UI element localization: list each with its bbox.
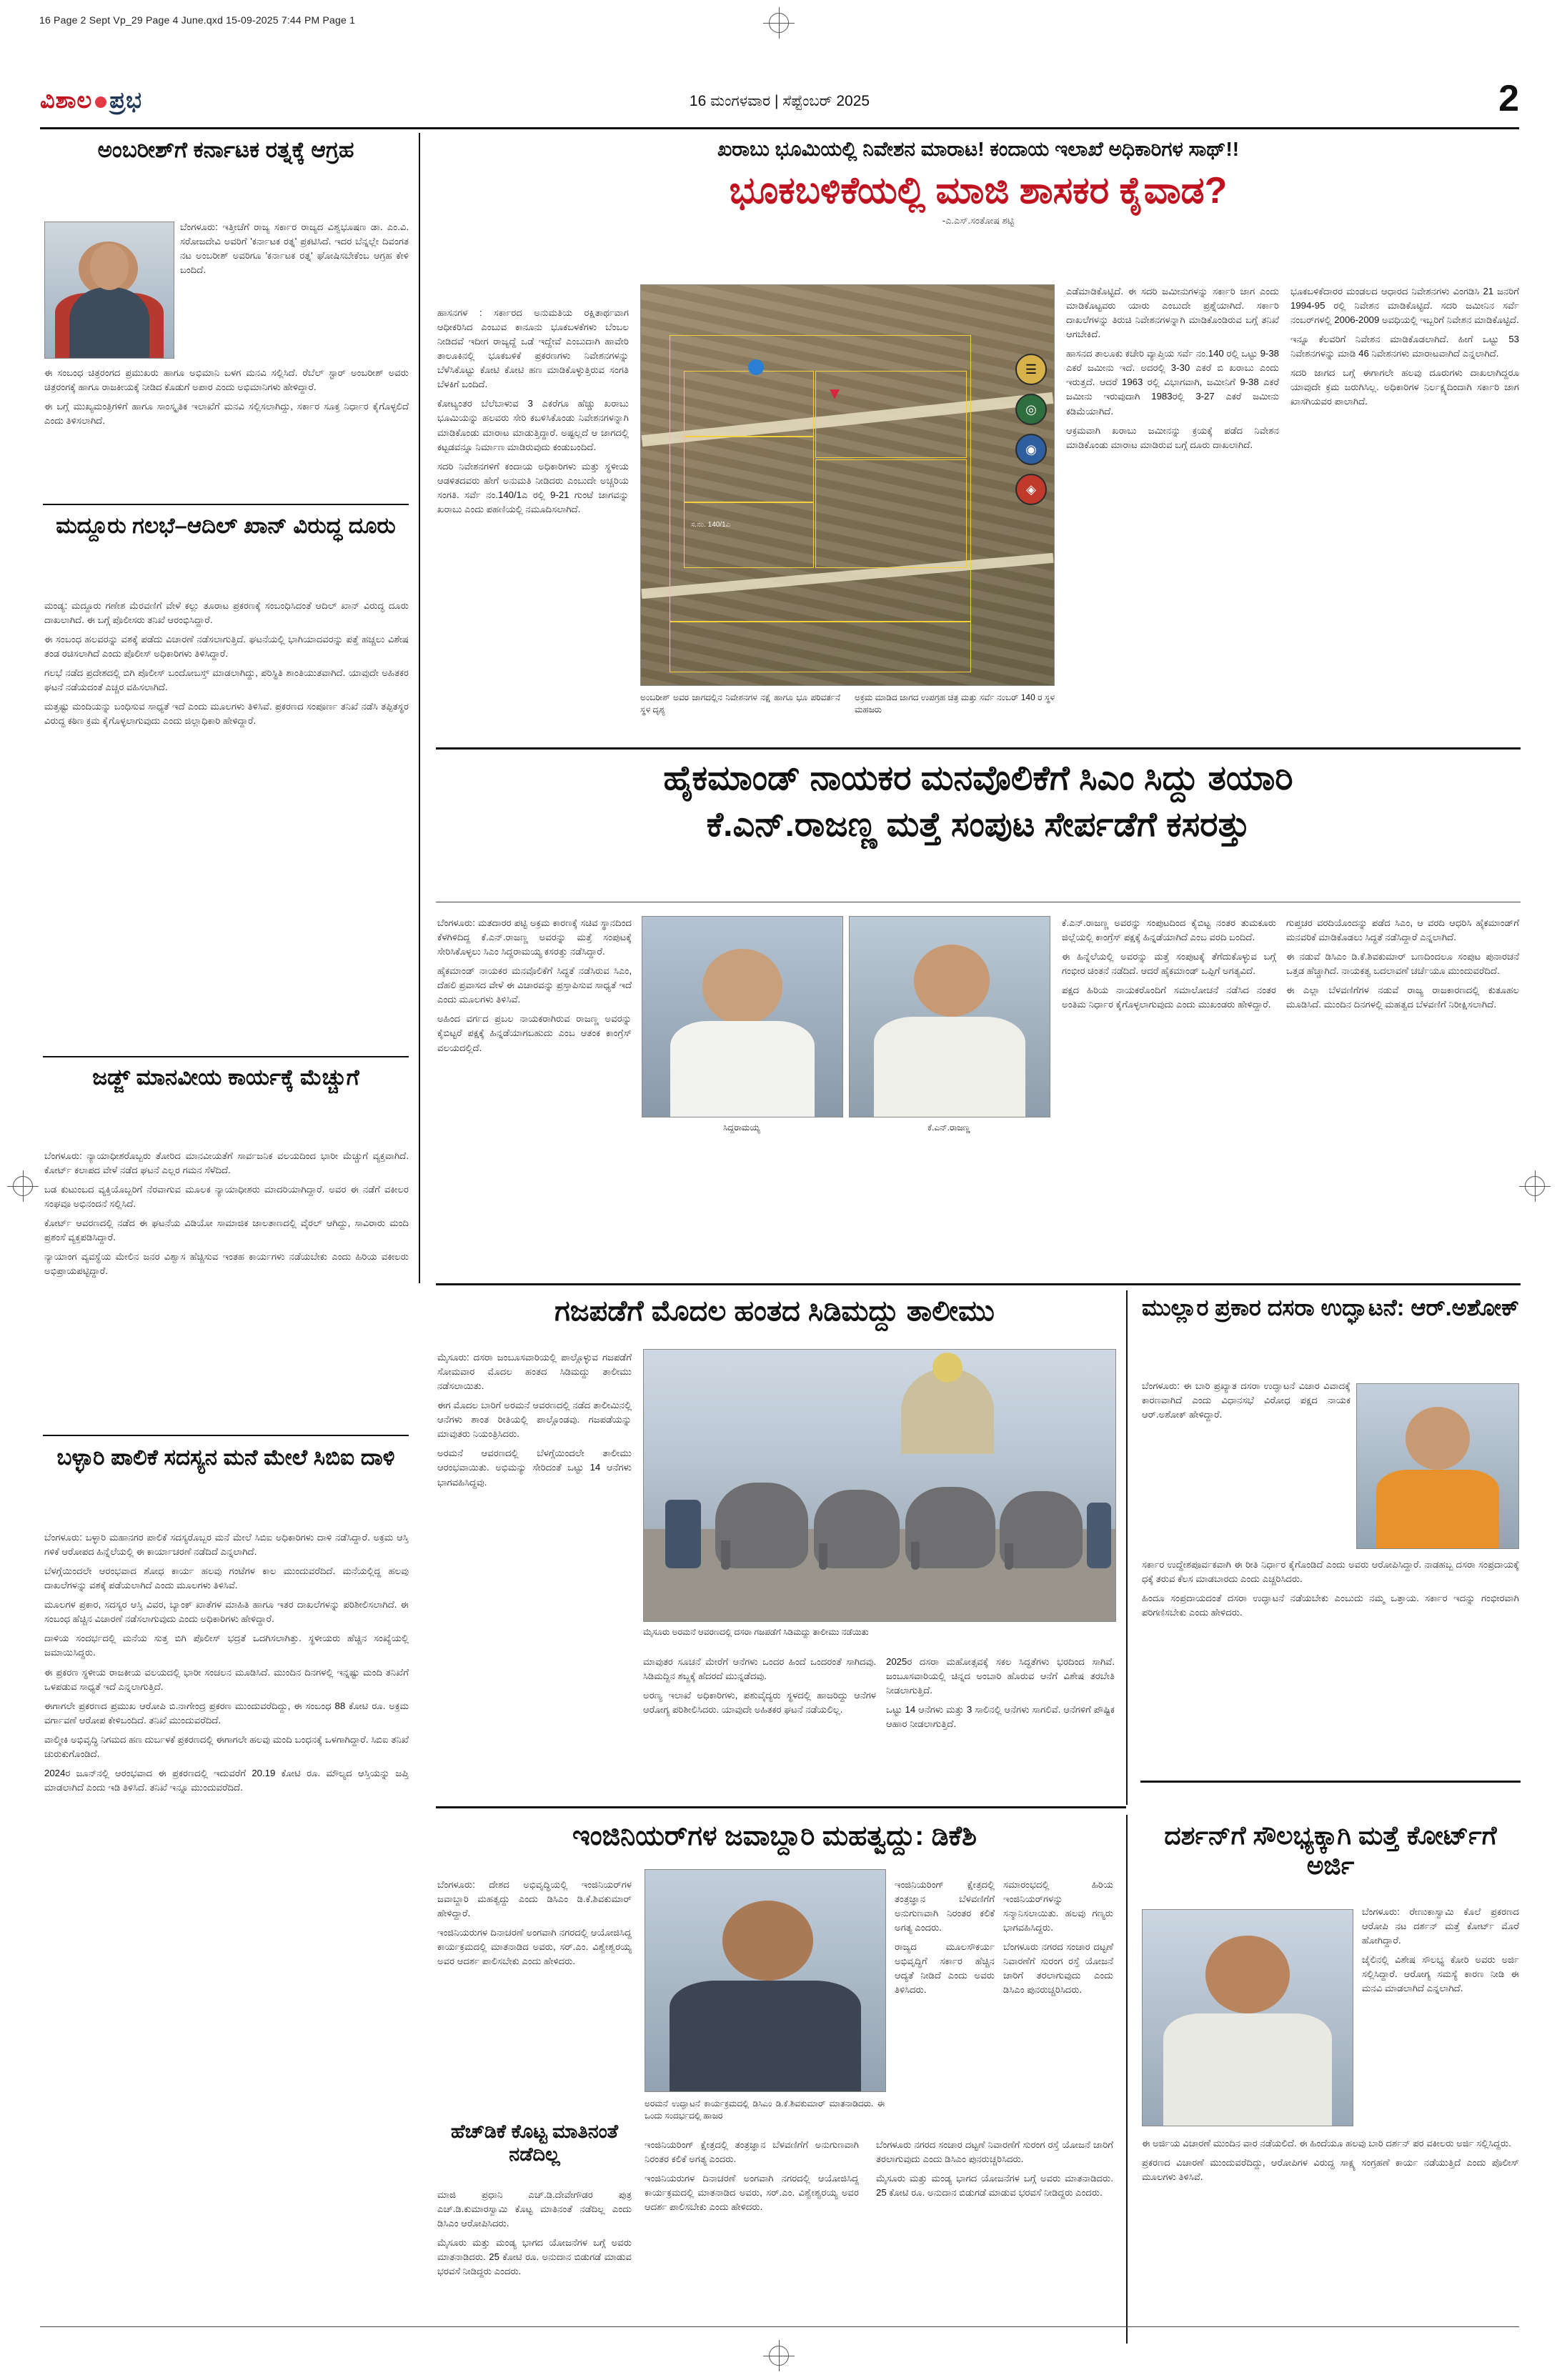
paragraph: ಬೆಂಗಳೂರು: ನ್ಯಾಯಾಧೀಶರೊಬ್ಬರು ತೋರಿದ ಮಾನವೀಯತೆಗೆ ಸಾರ್ವಜನಿಕ ವಲಯದಿಂದ ಭಾರೀ ಮೆಚ್ಚುಗೆ ವ್ಯಕ್ತವಾಗಿದೆ. ಕೋರ್ಟ್ ಕಲಾಪದ ವೇಳೆ ನಡೆದ ಘಟನೆ ಎಲ್ಲರ ಗಮನ ಸೆಳೆದಿದೆ. [44,1150,409,1176]
dasara-elephants-photo [643,1349,1116,1622]
elephant-photo-caption: ಮೈಸೂರು ಅರಮನೆ ಆವರಣದಲ್ಲಿ ದಸರಾ ಗಜಪಡೆಗೆ ಸಿಡಿಮದ್ದು ತಾಲೀಮು ನಡೆಯಿತು [643,1627,869,1637]
darshan-portrait [1142,1909,1353,2126]
paragraph: ಈ ಪ್ರಕರಣ ಸ್ಥಳೀಯ ರಾಜಕೀಯ ವಲಯದಲ್ಲಿ ಭಾರೀ ಸಂಚಲನ ಮೂಡಿಸಿದೆ. ಮುಂದಿನ ದಿನಗಳಲ್ಲಿ ಇನ್ನಷ್ಟು ಮಂದಿ ತನಿಖೆಗೆ ಒಳಪಡುವ ಸಾಧ್ಯತೆ ಇದೆ ಎನ್ನಲಾಗುತ್ತಿದೆ. [44,1666,409,1692]
paragraph: ಬೆಂಗಳೂರು: ದೇಶದ ಅಭಿವೃದ್ಧಿಯಲ್ಲಿ ಇಂಜಿನಿಯರ್‌ಗಳ ಜವಾಬ್ದಾರಿ ಮಹತ್ವದ್ದು ಎಂದು ಡಿಸಿಎಂ ಡಿ.ಕೆ.ಶಿವಕುಮಾರ್ ಹೇಳಿದ್ದಾರೆ. [437,1879,632,1919]
paragraph: ಈ ಅರ್ಜಿಯ ವಿಚಾರಣೆ ಮುಂದಿನ ವಾರ ನಡೆಯಲಿದೆ. ಈ ಹಿಂದೆಯೂ ಹಲವು ಬಾರಿ ದರ್ಶನ್ ಪರ ವಕೀಲರು ಅರ್ಜಿ ಸಲ್ಲಿಸಿದ್ದರು. [1142,2138,1511,2149]
paragraph: ಇಂಜಿನಿಯರುಗಳ ದಿನಾಚರಣೆ ಅಂಗವಾಗಿ ನಗರದಲ್ಲಿ ಆಯೋಜಿಸಿದ್ದ ಕಾರ್ಯಕ್ರಮದಲ್ಲಿ ಮಾತನಾಡಿದ ಅವರು, ಸರ್.ಎಂ. ವಿಶ್ವೇಶ್ವರಯ್ಯ ಅವರ ಆದರ್ಶ ಪಾಲಿಸಬೇಕು ಎಂದು ಹೇಳಿದರು. [645,2173,859,2213]
paragraph: ಈಗಾಗಲೇ ಪ್ರಕರಣದ ಪ್ರಮುಖ ಆರೋಪಿ ಬಿ.ನಾಗೇಂದ್ರ ಪ್ರಕರಣ ಮುಂದುವರೆದಿದ್ದು, ಈ ಸಂಬಂಧ 88 ಕೋಟಿ ರೂ. ಅಕ್ರಮ ವರ್ಗಾವಣೆ ಆರೋಪ ಕೇಳಿಬಂದಿದೆ. ತನಿಖೆ ಮುಂದುವರೆದಿದೆ. [44,1700,409,1726]
mid-column-1 [437,916,632,1273]
paragraph: ಬೆಂಗಳೂರು ನಗರದ ಸಂಚಾರ ದಟ್ಟಣೆ ನಿವಾರಣೆಗೆ ಸುರಂಗ ರಸ್ತೆ ಯೋಜನೆ ಜಾರಿಗೆ ತರಲಾಗುವುದು ಎಂದು ಡಿಸಿಎಂ ಪುನರುಚ್ಚರಿಸಿದರು. [876,2139,1113,2165]
paragraph: ಹಾಸನದ ತಾಲೂಕು ಕಚೇರಿ ವ್ಯಾಪ್ತಿಯ ಸರ್ವೆ ನಂ.140 ರಲ್ಲಿ ಒಟ್ಟು 9-38 ಎಕರೆ ಜಮೀನು ಇದೆ. ಅದರಲ್ಲಿ 3-30 ಎಕರೆ ಬಿ ಖರಾಬು ಎಂದು ಇರುತ್ತದೆ. ಆದರೆ 1963 ರಲ್ಲಿ ವಿಭಾಗವಾಗಿ, ಜಮೀನಿಗೆ 9-38 ಎಕರೆ ಜಮೀನು ಇರುವುದಾಗಿ 1983ರಲ್ಲಿ 3-27 ಎಕರೆ ಜಮೀನು ಕಡಿಮೆಯಾಗಿದೆ. [1066,348,1279,417]
logo-dot-icon [95,96,106,108]
siddaramaiah-photo [642,916,843,1117]
paragraph: ಹಾಸನಗಳ : ಸರ್ಕಾರದ ಅನುಮತಿಯ ರಕ್ಷಿತಾರ್ಥವಾಗ ಆಧೀಕರಿಸಿದ ಎಂಬುವ ಕಾನೂನು ಭೂಕಬಳಕೆಗಳು ಬೆಂಬಲ ನೀಡಿದವೆ ಇದೀಗ ರಾಜ್ಯದ್ದೆ ಒಡೆ ಇದ್ದೇವೆ ಎಂಬುದಾಗಿ ಹಾವೇರಿ ತಾಲೂಕಿನಲ್ಲಿ ಭೂಕಬಳಿಕೆ ಪ್ರಕರಣಗಳು ನಿವೇಶನಗಳನ್ನು ಬೆಳೆಸಿಕೊಟ್ಟು ಕೋಟಿ ಕೋಟಿ ಹಣ ಮಾಡಿಕೊಳ್ಳುತ್ತಿರುವ ಸಂಗತಿ ಬೆಳಕಿಗೆ ಬಂದಿದೆ. [437,307,629,390]
file-slug: 16 Page 2 Sept Vp_29 Page 4 June.qxd 15-09-2025 7:44 PM Page 1 [39,14,356,26]
paragraph: ಬೆಂಗಳೂರು: ಇತ್ತೀಚೆಗೆ ರಾಜ್ಯ ಸರ್ಕಾರ ರಾಜ್ಯದ ವಿಶ್ವಭೂಷಣ ಡಾ. ಎಂ.ವಿ. ಸರೋಜದೇವಿ ಅವರಿಗೆ 'ಕರ್ನಾಟಕ ರತ್ನ' ಪ್ರಕಟಿಸಿದೆ. ಇದರ ಬೆನ್ನಲ್ಲೇ ದಿವಂಗತ ನಟ ಅಂಬರೀಶ್ ಅವರಿಗೂ 'ಕರ್ನಾಟಕ ರತ್ನ' ಘೋಷಿಸಬೇಕೆಂಬ ಆಗ್ರಹ ಕೇಳಿ ಬಂದಿದೆ. [180,221,409,276]
paragraph: ಹಿಂದೂ ಸಂಪ್ರದಾಯದಂತೆ ದಸರಾ ಉದ್ಘಾಟನೆ ನಡೆಯಬೇಕು ಎಂಬುದು ನಮ್ಮ ಒತ್ತಾಯ. ಸರ್ಕಾರ ಇದನ್ನು ಗಂಭೀರವಾಗಿ ಪರಿಗಣಿಸಬೇಕು ಎಂದು ಹೇಳಿದರು. [1142,1593,1519,1618]
story-ambarish-body-rest [44,366,409,498]
layers-icon[interactable]: ☰ [1015,354,1047,385]
kn-rajanna-photo [849,916,1050,1117]
paragraph: ಅರಣ್ಯ ಇಲಾಖೆ ಅಧಿಕಾರಿಗಳು, ಪಶುವೈದ್ಯರು ಸ್ಥಳದಲ್ಲಿ ಹಾಜರಿದ್ದು ಆನೆಗಳ ಆರೋಗ್ಯ ಪರಿಶೀಲಿಸಿದರು. ಯಾವುದೇ ಅಹಿತಕರ ಘಟನೆ ನಡೆಯಲಿಲ್ಲ. [643,1690,876,1716]
story-ambarish-body-top [180,220,409,363]
logo-word-1: ವಿಶಾಲ [40,87,93,113]
elephant-column-1 [437,1350,632,1793]
paragraph: ಈಗ ಮೊದಲ ಬಾರಿಗೆ ಅರಮನೆ ಆವರಣದಲ್ಲಿ ನಡೆದ ತಾಲೀಮಿನಲ್ಲಿ ಆನೆಗಳು ಶಾಂತ ರೀತಿಯಲ್ಲಿ ಪಾಲ್ಗೊಂಡವು. ಗಜಪಡೆಯನ್ನು ಮಾವುತರು ನಿಯಂತ್ರಿಸಿದರು. [437,1400,632,1440]
lead-byline: -ಎ.ಎಸ್.ಸಂತೋಷ ಶಟ್ಟಿ [942,215,1015,226]
mid-section [436,759,1521,845]
paragraph: ಈ ನಡುವೆ ಡಿಸಿಎಂ ಡಿ.ಕೆ.ಶಿವಕುಮಾರ್ ಬಣದಿಂದಲೂ ಸಂಪುಟ ಪುನಾರಚನೆ ಒತ್ತಡ ಹೆಚ್ಚಾಗಿದೆ. ನಾಯಕತ್ವ ಬದಲಾವಣೆ ಚರ್ಚೆಯೂ ಮುಂದುವರೆದಿದೆ. [1286,951,1519,977]
dasara-story [1140,1295,1521,1322]
paragraph: ಮಾಜಿ ಪ್ರಧಾನಿ ಎಚ್.ಡಿ.ದೇವೇಗೌಡರ ಪುತ್ರ ಎಚ್.ಡಿ.ಕುಮಾರಸ್ವಾಮಿ ಕೊಟ್ಟ ಮಾತಿನಂತೆ ನಡೆದಿಲ್ಲ ಎಂದು ಡಿಸಿಎಂ ಆರೋಪಿಸಿದರು. [437,2189,632,2229]
paragraph: ಕೋರ್ಟ್ ಆವರಣದಲ್ಲಿ ನಡೆದ ಈ ಘಟನೆಯ ವಿಡಿಯೋ ಸಾಮಾಜಿಕ ಜಾಲತಾಣದಲ್ಲಿ ವೈರಲ್ ಆಗಿದ್ದು, ಸಾವಿರಾರು ಮಂದಿ ಪ್ರಶಂಸೆ ವ್ಯಕ್ತಪಡಿಸಿದ್ದಾರೆ. [44,1218,409,1243]
paragraph: ಈ ಹಿನ್ನೆಲೆಯಲ್ಲಿ ಅವರನ್ನು ಮತ್ತೆ ಸಂಪುಟಕ್ಕೆ ತೆಗೆದುಕೊಳ್ಳುವ ಬಗ್ಗೆ ಗಂಭೀರ ಚಿಂತನೆ ನಡೆದಿದೆ. ಆದರೆ ಹೈಕಮಾಂಡ್ ಒಪ್ಪಿಗೆ ಅಗತ್ಯವಿದೆ. [1062,951,1276,977]
rule-1 [43,504,409,505]
elephant-column-3 [886,1655,1115,1798]
elephant-headline: ಗಜಪಡೆಗೆ ಮೊದಲ ಹಂತದ ಸಿಡಿಮದ್ದು ತಾಲೀಮು [554,1295,995,1327]
page-number: 2 [1498,78,1519,119]
paragraph: ಬೆಂಗಳೂರು: ಬಳ್ಳಾರಿ ಮಹಾನಗರ ಪಾಲಿಕೆ ಸದಸ್ಯರೊಬ್ಬರ ಮನೆ ಮೇಲೆ ಸಿಬಿಐ ಅಧಿಕಾರಿಗಳು ದಾಳಿ ನಡೆಸಿದ್ದಾರೆ. ಅಕ್ರಮ ಆಸ್ತಿ ಗಳಿಕೆ ಆರೋಪದ ಹಿನ್ನೆಲೆಯಲ್ಲಿ ಈ ಕಾರ್ಯಾಚರಣೆ ನಡೆದಿದೆ ಎನ್ನಲಾಗಿದೆ. [44,1532,409,1558]
rule-mid-bottom [436,1283,1521,1285]
paragraph: ಇಂಜಿನಿಯರುಗಳ ದಿನಾಚರಣೆ ಅಂಗವಾಗಿ ನಗರದಲ್ಲಿ ಆಯೋಜಿಸಿದ್ದ ಕಾರ್ಯಕ್ರಮದಲ್ಲಿ ಮಾತನಾಡಿದ ಅವರು, ಸರ್.ಎಂ. ವಿಶ್ವೇಶ್ವರಯ್ಯ ಅವರ ಆದರ್ಶ ಪಾಲಿಸಬೇಕು ಎಂದು ಹೇಳಿದರು. [437,1927,632,1967]
registration-mark-left [13,1176,33,1196]
paragraph: ಅಹಿಂದ ವರ್ಗದ ಪ್ರಬಲ ನಾಯಕರಾಗಿರುವ ರಾಜಣ್ಣ ಅವರನ್ನು ಕೈಬಿಟ್ಟರೆ ಪಕ್ಷಕ್ಕೆ ಹಿನ್ನಡೆಯಾಗಬಹುದು ಎಂಬ ಆತಂಕ ಕಾಂಗ್ರೆಸ್ ವಲಯದಲ್ಲಿದೆ. [437,1013,632,1053]
r-ashok-portrait [1356,1383,1519,1549]
darshan-body-rest [1142,2136,1519,2351]
paragraph: ಜೈಲಿನಲ್ಲಿ ವಿಶೇಷ ಸೌಲಭ್ಯ ಕೋರಿ ಅವರು ಅರ್ಜಿ ಸಲ್ಲಿಸಿದ್ದಾರೆ. ಆರೋಗ್ಯ ಸಮಸ್ಯೆ ಕಾರಣ ನೀಡಿ ಈ ಮನವಿ ಮಾಡಲಾಗಿದೆ ಎನ್ನಲಾಗಿದೆ. [1362,1954,1519,1994]
paragraph: ಬೆಂಗಳೂರು: ರೇಣುಕಾಸ್ವಾಮಿ ಕೊಲೆ ಪ್ರಕರಣದ ಆರೋಪಿ ನಟ ದರ್ಶನ್ ಮತ್ತೆ ಕೋರ್ಟ್ ಮೊರೆ ಹೋಗಿದ್ದಾರೆ. [1362,1906,1519,1946]
paragraph: 2025ರ ದಸರಾ ಮಹೋತ್ಸವಕ್ಕೆ ಸಕಲ ಸಿದ್ಧತೆಗಳು ಭರದಿಂದ ಸಾಗಿವೆ. ಜಂಬೂಸವಾರಿಯಲ್ಲಿ ಚಿನ್ನದ ಅಂಬಾರಿ ಹೊರುವ ಆನೆಗೆ ವಿಶೇಷ ತರಬೇತಿ ನೀಡಲಾಗುತ್ತಿದೆ. [886,1656,1115,1696]
paragraph: ಮಂಡ್ಯ: ಮದ್ದೂರು ಗಣೇಶ ಮೆರವಣಿಗೆ ವೇಳೆ ಕಲ್ಲು ತೂರಾಟ ಪ್ರಕರಣಕ್ಕೆ ಸಂಬಂಧಿಸಿದಂತೆ ಆದಿಲ್ ಖಾನ್ ವಿರುದ್ಧ ದೂರು ದಾಖಲಾಗಿದೆ. ಈ ಬಗ್ಗೆ ಪೊಲೀಸರು ತನಿಖೆ ಆರಂಭಿಸಿದ್ದಾರೆ. [44,600,409,626]
paragraph: ಇಂಜಿನಿಯರಿಂಗ್ ಕ್ಷೇತ್ರದಲ್ಲಿ ತಂತ್ರಜ್ಞಾನ ಬೆಳವಣಿಗೆಗೆ ಅನುಗುಣವಾಗಿ ನಿರಂತರ ಕಲಿಕೆ ಅಗತ್ಯ ಎಂದರು. [645,2139,859,2165]
eye-icon[interactable]: ◉ [1015,434,1047,465]
paragraph: ಈ ಸಂಬಂಧ ಚಿತ್ರರಂಗದ ಪ್ರಮುಖರು ಹಾಗೂ ಅಭಿಮಾನಿ ಬಳಗ ಮನವಿ ಸಲ್ಲಿಸಿದೆ. ರೆಬೆಲ್ ಸ್ಟಾರ್ ಅಂಬರೀಶ್ ಅವರು ಚಿತ್ರರಂಗಕ್ಕೆ ಹಾಗೂ ರಾಜಕೀಯಕ್ಕೆ ನೀಡಿದ ಕೊಡುಗೆ ಅಪಾರ ಎಂದು ಅಭಿಮಾನಿಗಳು ಹೇಳಿದ್ದಾರೆ. [44,367,409,393]
paragraph: ಸದರಿ ಜಾಗದ ಬಗ್ಗೆ ಈಗಾಗಲೇ ಹಲವು ದೂರುಗಳು ದಾಖಲಾಗಿದ್ದರೂ ಯಾವುದೇ ಕ್ರಮ ಜರುಗಿಸಿಲ್ಲ. ಅಧಿಕಾರಿಗಳ ನಿರ್ಲಕ್ಷ್ಯದಿಂದಾಗಿ ಸರ್ಕಾರಿ ಜಾಗ ಖಾಸಗಿಯವರ ಪಾಲಾಗಿದೆ. [1290,367,1519,407]
rule-dasara-bottom [1140,1781,1521,1783]
paragraph: ದಾಳಿಯ ಸಂದರ್ಭದಲ್ಲಿ ಮನೆಯ ಸುತ್ತ ಬಿಗಿ ಪೊಲೀಸ್ ಭದ್ರತೆ ಒದಗಿಸಲಾಗಿತ್ತು. ಸ್ಥಳೀಯರು ಹೆಚ್ಚಿನ ಸಂಖ್ಯೆಯಲ್ಲಿ ಜಮಾಯಿಸಿದ್ದರು. [44,1633,409,1658]
lead-kicker: ಖರಾಬು ಭೂಮಿಯಲ್ಲಿ ನಿವೇಶನ ಮಾರಾಟ! ಕಂದಾಯ ಇಲಾಖೆ ಅಧಿಕಾರಿಗಳ ಸಾಥ್‌!! [717,138,1240,160]
paragraph: ಈ ಬಗ್ಗೆ ಮುಖ್ಯಮಂತ್ರಿಗಳಿಗೆ ಹಾಗೂ ಸಾಂಸ್ಕೃತಿಕ ಇಲಾಖೆಗೆ ಮನವಿ ಸಲ್ಲಿಸಲಾಗಿದ್ದು, ಸರ್ಕಾರ ಸೂಕ್ತ ನಿರ್ಧಾರ ಕೈಗೊಳ್ಳಲಿದೆ ಎಂದು ತಿಳಿಸಲಾಗಿದೆ. [44,401,409,427]
photo-caption-2: ಕೆ.ಎನ್.ರಾಜಣ್ಣ [927,1122,970,1132]
lead-headline: ಭೂಕಬಳಿಕೆಯಲ್ಲಿ ಮಾಜಿ ಶಾಸಕರ ಕೈವಾಡ? [729,170,1228,212]
story-bellary [43,1445,409,1471]
mid-headline-line1: ಹೈಕಮಾಂಡ್ ನಾಯಕರ ಮನವೊಲಿಕೆಗೆ ಸಿಎಂ ಸಿದ್ದು ತಯಾರಿ [663,760,1293,797]
story-maddur-headline: ಮದ್ದೂರು ಗಲಭೆ–ಆದಿಲ್ ಖಾನ್ ವಿರುದ್ಧ ದೂರು [56,513,396,538]
rule-elephant-bottom [436,1806,1126,1808]
satellite-map-photo [640,284,1055,686]
paragraph: ವಾಲ್ಮೀಕಿ ಅಭಿವೃದ್ಧಿ ನಿಗಮದ ಹಣ ದುರ್ಬಳಕೆ ಪ್ರಕರಣದಲ್ಲಿ ಈಗಾಗಲೇ ಹಲವು ಮಂದಿ ಬಂಧನಕ್ಕೆ ಒಳಗಾಗಿದ್ದಾರೆ. ಸಿಬಿಐ ತನಿಖೆ ಚುರುಕುಗೊಂಡಿದೆ. [44,1733,409,1759]
darshan-headline: ದರ್ಶನ್‌ಗೆ ಸೌಲಭ್ಯಕ್ಕಾಗಿ ಮತ್ತೆ ಕೋರ್ಟ್‌ಗೆ ಅರ್ಜಿ [1164,1821,1497,1881]
darshan-body-top [1362,1905,1519,2133]
rule-3 [43,1435,409,1436]
story-ambarish-headline: ಅಂಬರೀಶ್‌ಗೆ ಕರ್ನಾಟಕ ರತ್ನಕ್ಕೆ ಆಗ್ರಹ [97,137,354,162]
paragraph: ಭೂಕಬಳಿಕೆದಾರರ ಮಂಡಲದ ಆಧಾರದ ನಿವೇಶನಗಳು ವಿಂಗಡಿಸಿ 21 ಜನರಿಗೆ 1994-95 ರಲ್ಲಿ ನಿವೇಶನ ಮಾಡಿಕೊಟ್ಟಿದೆ. ಸದರಿ ಜಮೀನಿನ ಸರ್ವೆ ನಂಬರ್‌ಗಳಲ್ಲಿ 2006-2009 ಅವಧಿಯಲ್ಲಿ ಇಬ್ಬರಿಗೆ ನಿವೇಶನ ಮಾಡಿಕೊಟ್ಟಿದೆ. [1290,286,1519,326]
paragraph: ಆಕ್ರಮವಾಗಿ ಖರಾಬು ಜಮೀನನ್ನು ಕ್ರಯಕ್ಕೆ ಪಡೆದ ನಿವೇಶನ ಮಾಡಿಕೊಂಡು ಮಾರಾಟ ಮಾಡಿರುವ ಬಗ್ಗೆ ದೂರು ದಾಖಲಾಗಿದೆ. [1066,424,1279,450]
story-ambarish [43,137,409,164]
story-bellary-body [44,1530,409,2316]
elephant-story [436,1295,1113,1328]
paragraph: ಇನ್ನೂ ಕೆಲವರಿಗೆ ನಿವೇಶನ ಮಾಡಿಕೊಡಲಾಗಿದೆ. ಹೀಗೆ ಒಟ್ಟು 53 ನಿವೇಶನಗಳನ್ನು ಮಾಡಿ 46 ನಿವೇಶನಗಳು ಮಾರಾಟವಾಗಿದೆ ಎನ್ನಲಾಗಿದೆ. [1290,334,1519,359]
masthead [40,78,1519,129]
paragraph: ಮೂಲಗಳ ಪ್ರಕಾರ, ಸದಸ್ಯರ ಆಸ್ತಿ ವಿವರ, ಬ್ಯಾಂಕ್ ಖಾತೆಗಳ ಮಾಹಿತಿ ಹಾಗೂ ಇತರ ದಾಖಲೆಗಳನ್ನು ಪರಿಶೀಲಿಸಲಾಗಿದೆ. ಈ ಸಂಬಂಧ ಹೆಚ್ಚಿನ ವಿಚಾರಣೆ ನಡೆಸಲಾಗುವುದು ಎಂದು ಅಧಿಕಾರಿಗಳು ಹೇಳಿದ್ದಾರೆ. [44,1599,409,1625]
story-maddur [43,513,409,539]
dasara-headline: ಮುಲ್ಲಾರ ಪ್ರಕಾರ ದಸರಾ ಉದ್ಘಾಟನೆ: ಆರ್.ಅಶೋಕ್ [1142,1295,1519,1320]
rule-2 [43,1056,409,1057]
map-caption-left: ಅಂಬರೀಶ್ ಅವರ ಜಾಗದಲ್ಲಿನ ನಿವೇಶನಗಳ ನಕ್ಷೆ ಹಾಗೂ ಭೂ ಪರಿವರ್ತನೆ ಸ್ಥಳ ದೃಶ್ಯ [640,692,840,715]
story-judge [43,1065,409,1091]
lead-column-1 [437,306,629,706]
map-caption-right: ಅಕ್ರಮ ಮಾಡಿದ ಜಾಗದ ಉಪಗ್ರಹ ಚಿತ್ರ ಮತ್ತು ಸರ್ವೆ ನಂಬರ್ 140 ರ ಸ್ಥಳ ಮಹಜರು [855,692,1055,715]
lead-column-3 [1290,284,1519,706]
paragraph: ಬೆಂಗಳೂರು: ಮತದಾರರ ಪಟ್ಟಿ ಅಕ್ರಮ ಕಾರಣಕ್ಕೆ ಸಚಿವ ಸ್ಥಾನದಿಂದ ಕೆಳಗಿಳಿದಿದ್ದ ಕೆ.ಎನ್.ರಾಜಣ್ಣ ಅವರನ್ನು ಮತ್ತೆ ಸಂಪುಟಕ್ಕೆ ಸೇರಿಸಿಕೊಳ್ಳಲು ಸಿಎಂ ಸಿದ್ದರಾಮಯ್ಯ ಕಸರತ್ತು ನಡೆಸಿದ್ದಾರೆ. [437,917,632,957]
palette-icon[interactable]: ◈ [1015,474,1047,505]
paragraph: ಮೈಸೂರು ಮತ್ತು ಮಂಡ್ಯ ಭಾಗದ ಯೋಜನೆಗಳ ಬಗ್ಗೆ ಅವರು ಮಾತನಾಡಿದರು. 25 ಕೋಟಿ ರೂ. ಅನುದಾನ ಬಿಡುಗಡೆ ಮಾಡುವ ಭರವಸೆ ನೀಡಿದ್ದರು ಎಂದರು. [876,2173,1113,2199]
logo-word-2: ಪ್ರಭ [109,87,142,113]
registration-mark-right [1525,1176,1545,1196]
paragraph: ಬೆಳಗ್ಗೆಯಿಂದಲೇ ಆರಂಭವಾದ ಶೋಧ ಕಾರ್ಯ ಹಲವು ಗಂಟೆಗಳ ಕಾಲ ಮುಂದುವರೆದಿದೆ. ಮನೆಯಲ್ಲಿದ್ದ ಹಲವು ದಾಖಲೆಗಳನ್ನು ವಶಕ್ಕೆ ಪಡೆಯಲಾಗಿದೆ ಎಂದು ಮೂಲಗಳು ತಿಳಿಸಿವೆ. [44,1565,409,1591]
paragraph: ಸರ್ಕಾರ ಉದ್ದೇಶಪೂರ್ವಕವಾಗಿ ಈ ರೀತಿ ನಿರ್ಧಾರ ಕೈಗೊಂಡಿದೆ ಎಂದು ಅವರು ಆರೋಪಿಸಿದ್ದಾರೆ. ನಾಡಹಬ್ಬ ದಸರಾ ಸಂಪ್ರದಾಯಕ್ಕೆ ಧಕ್ಕೆ ತರುವ ಕೆಲಸ ಮಾಡಬಾರದು ಎಂದು ಎಚ್ಚರಿಸಿದರು. [1142,1559,1519,1585]
engineer-column-1 [437,1878,632,2092]
publication-logo [40,87,142,114]
paragraph: 2024ರ ಜೂನ್‌ನಲ್ಲಿ ಆರಂಭವಾದ ಈ ಪ್ರಕರಣದಲ್ಲಿ ಇದುವರೆಗೆ 20.19 ಕೋಟಿ ರೂ. ಮೌಲ್ಯದ ಆಸ್ತಿಯನ್ನು ಜಪ್ತಿ ಮಾಡಲಾಗಿದೆ ಎಂದು ಇಡಿ ತಿಳಿಸಿದೆ. ತನಿಖೆ ಇನ್ನೂ ಮುಂದುವರೆದಿದೆ. [44,1767,409,1793]
mid-column-2 [1062,916,1276,1273]
column-divider-3 [1126,1815,1128,2344]
paragraph: ಸದರಿ ನಿವೇಶನಗಳಿಗೆ ಕಂದಾಯ ಅಧಿಕಾರಿಗಳು ಮತ್ತು ಸ್ಥಳೀಯ ಆಡಳಿತದವರು ಹೇಗೆ ಅನುಮತಿ ನೀಡಿದರು ಎಂಬುದೇ ಅಚ್ಚರಿಯ ಸಂಗತಿ. ಸರ್ವೆ ನಂ.140/1ಎ ರಲ್ಲಿ 9-21 ಗುಂಟೆ ಜಾಗವನ್ನು ಖರಾಬು ಎಂದು ಪಹಣಿಯಲ್ಲಿ ನಮೂದಿಸಲಾಗಿದೆ. [437,460,629,514]
paragraph: ಗುಪ್ತಚರ ವರದಿಯೊಂದನ್ನು ಪಡೆದ ಸಿಎಂ, ಆ ವರದಿ ಆಧರಿಸಿ ಹೈಕಮಾಂಡ್‌ಗೆ ಮನವರಿಕೆ ಮಾಡಿಕೊಡಲು ಸಿದ್ಧತೆ ನಡೆಸಿದ್ದಾರೆ ಎನ್ನಲಾಗಿದೆ. [1286,917,1519,943]
paragraph: ಬೆಂಗಳೂರು ನಗರದ ಸಂಚಾರ ದಟ್ಟಣೆ ನಿವಾರಣೆಗೆ ಸುರಂಗ ರಸ್ತೆ ಯೋಜನೆ ಜಾರಿಗೆ ತರಲಾಗುವುದು ಎಂದು ಡಿಸಿಎಂ ಪುನರುಚ್ಚರಿಸಿದರು. [1003,1941,1113,1996]
dk-shivakumar-portrait [645,1869,886,2092]
target-icon[interactable]: ◎ [1015,394,1047,425]
paragraph: ಅರಮನೆ ಆವರಣದಲ್ಲಿ ಬೆಳಗ್ಗೆಯಿಂದಲೇ ತಾಲೀಮು ಆರಂಭವಾಯಿತು. ಅಭಿಮನ್ಯು ಸೇರಿದಂತೆ ಒಟ್ಟು 14 ಆನೆಗಳು ಭಾಗವಹಿಸಿದ್ದವು. [437,1448,632,1488]
paragraph: ಕೆ.ಎನ್.ರಾಜಣ್ಣ ಅವರನ್ನು ಸಂಪುಟದಿಂದ ಕೈಬಿಟ್ಟ ನಂತರ ತುಮಕೂರು ಜಿಲ್ಲೆಯಲ್ಲಿ ಕಾಂಗ್ರೆಸ್ ಪಕ್ಷಕ್ಕೆ ಹಿನ್ನಡೆಯಾಗಿದೆ ಎಂಬ ವರದಿ ಬಂದಿದೆ. [1062,917,1276,943]
story-maddur-body [44,599,409,1056]
engineer-column-2 [895,1878,995,2092]
dasara-body-top [1142,1379,1350,1558]
paragraph: ಇಂಜಿನಿಯರಿಂಗ್ ಕ್ಷೇತ್ರದಲ್ಲಿ ತಂತ್ರಜ್ಞಾನ ಬೆಳವಣಿಗೆಗೆ ಅನುಗುಣವಾಗಿ ನಿರಂತರ ಕಲಿಕೆ ಅಗತ್ಯ ಎಂದರು. [895,1879,995,1933]
engineer-sub-body [437,2188,632,2352]
dasara-body-rest [1142,1558,1519,1772]
ambarish-portrait [44,221,174,359]
paragraph: ರಾಜ್ಯದ ಮೂಲಸೌಕರ್ಯ ಅಭಿವೃದ್ಧಿಗೆ ಸರ್ಕಾರ ಹೆಚ್ಚಿನ ಆದ್ಯತೆ ನೀಡಿದೆ ಎಂದು ಅವರು ತಿಳಿಸಿದರು. [895,1941,995,1996]
dateline: 16 ಮಂಗಳವಾರ | ಸೆಪ್ಟೆಂಬರ್ 2025 [689,93,870,109]
paragraph: ನ್ಯಾಯಾಂಗ ವ್ಯವಸ್ಥೆಯ ಮೇಲಿನ ಜನರ ವಿಶ್ವಾಸ ಹೆಚ್ಚಿಸುವ ಇಂತಹ ಕಾರ್ಯಗಳು ನಡೆಯಬೇಕು ಎಂದು ಹಿರಿಯ ವಕೀಲರು ಅಭಿಪ್ರಾಯಪಟ್ಟಿದ್ದಾರೆ. [44,1251,409,1277]
mid-column-3 [1286,916,1519,1273]
paragraph: ಈ ಎಲ್ಲಾ ಬೆಳವಣಿಗೆಗಳ ನಡುವೆ ರಾಜ್ಯ ರಾಜಕಾರಣದಲ್ಲಿ ಕುತೂಹಲ ಮೂಡಿಸಿದೆ. ಮುಂದಿನ ದಿನಗಳಲ್ಲಿ ಮಹತ್ವದ ಬೆಳವಣಿಗೆ ನಿರೀಕ್ಷಿಸಲಾಗಿದೆ. [1286,985,1519,1010]
story-judge-headline: ಜಡ್ಜ್ ಮಾನವೀಯ ಕಾರ್ಯಕ್ಕೆ ಮೆಚ್ಚುಗೆ [92,1065,359,1090]
engineer-extra-column-2 [876,2138,1113,2352]
column-divider-2 [1126,1290,1128,1805]
paragraph: ಮತ್ತಷ್ಟು ಮಂದಿಯನ್ನು ಬಂಧಿಸುವ ಸಾಧ್ಯತೆ ಇದೆ ಎಂದು ಮೂಲಗಳು ತಿಳಿಸಿವೆ. ಪ್ರಕರಣದ ಸಂಪೂರ್ಣ ತನಿಖೆ ನಡೆಸಿ ತಪ್ಪಿತಸ್ಥರ ವಿರುದ್ಧ ಕಠಿಣ ಕ್ರಮ ಕೈಗೊಳ್ಳಲಾಗುವುದು ಎಂದು ಜಿಲ್ಲಾಧಿಕಾರಿ ಹೇಳಿದ್ದಾರೆ. [44,701,409,727]
story-bellary-headline: ಬಳ್ಳಾರಿ ಪಾಲಿಕೆ ಸದಸ್ಯನ ಮನೆ ಮೇಲೆ ಸಿಬಿಐ ದಾಳಿ [56,1445,395,1470]
paragraph: ಎಡೆಮಾಡಿಕೊಟ್ಟಿದೆ. ಈ ಸದರಿ ಜಮೀನುಗಳನ್ನು ಸರ್ಕಾರಿ ಜಾಗ ಎಂದು ಮಾಡಿಕೊಟ್ಟವರು ಯಾರು ಎಂಬುದೇ ಪ್ರಶ್ನೆಯಾಗಿದೆ. ಸರ್ಕಾರಿ ದಾಖಲೆಗಳನ್ನು ತಿರುಚಿ ನಿವೇಶನಗಳನ್ನಾಗಿ ಮಾಡಿಕೊಂಡಿರುವ ಬಗ್ಗೆ ತನಿಖೆ ಆಗಬೇಕಿದೆ. [1066,286,1279,340]
engineer-column-3 [1003,1878,1113,2092]
paragraph: ಬಡ ಕುಟುಂಬದ ವ್ಯಕ್ತಿಯೊಬ್ಬರಿಗೆ ನೆರವಾಗುವ ಮೂಲಕ ನ್ಯಾಯಾಧೀಶರು ಮಾದರಿಯಾಗಿದ್ದಾರೆ. ಅವರ ಈ ನಡೆಗೆ ವಕೀಲರ ಸಂಘವೂ ಅಭಿನಂದನೆ ಸಲ್ಲಿಸಿದೆ. [44,1184,409,1210]
engineer-sub-headline: ಹೆಚ್‌ಡಿಕೆ ಕೊಟ್ಟ ಮಾತಿನಂತೆ ನಡೆದಿಲ್ಲ [450,2121,619,2165]
paragraph: ಒಟ್ಟು 14 ಆನೆಗಳು ಮತ್ತು 3 ಸಾಲಿನಲ್ಲಿ ಆನೆಗಳು ಸಾಗಲಿವೆ. ಆನೆಗಳಿಗೆ ಪೌಷ್ಟಿಕ ಆಹಾರ ನೀಡಲಾಗುತ್ತಿದೆ. [886,1704,1115,1730]
paragraph: ಗಲಭೆ ನಡೆದ ಪ್ರದೇಶದಲ್ಲಿ ಬಿಗಿ ಪೊಲೀಸ್ ಬಂದೋಬಸ್ತ್ ಮಾಡಲಾಗಿದ್ದು, ಪರಿಸ್ಥಿತಿ ಶಾಂತಿಯುತವಾಗಿದೆ. ಯಾವುದೇ ಅಹಿತಕರ ಘಟನೆ ನಡೆಯದಂತೆ ಎಚ್ಚರ ವಹಿಸಲಾಗಿದೆ. [44,667,409,693]
lead-column-2 [1066,284,1279,706]
mid-headline-line2: ಕೆ.ಎನ್.ರಾಜಣ್ಣ ಮತ್ತೆ ಸಂಪುಟ ಸೇರ್ಪಡೆಗೆ ಕಸರತ್ತು [706,805,1250,844]
paragraph: ಮಾವುತರ ಸೂಚನೆ ಮೇರೆಗೆ ಆನೆಗಳು ಒಂದರ ಹಿಂದೆ ಒಂದರಂತೆ ಸಾಗಿದವು. ಸಿಡಿಮದ್ದಿನ ಶಬ್ದಕ್ಕೆ ಹೆದರದೆ ಮುನ್ನಡೆದವು. [643,1656,876,1682]
elephant-column-2 [643,1655,876,1798]
registration-mark-top [769,13,789,33]
paragraph: ಸಮಾರಂಭದಲ್ಲಿ ಹಿರಿಯ ಇಂಜಿನಿಯರ್‌ಗಳನ್ನು ಸನ್ಮಾನಿಸಲಾಯಿತು. ಹಲವು ಗಣ್ಯರು ಭಾಗವಹಿಸಿದ್ದರು. [1003,1879,1113,1933]
lead-story [436,137,1521,226]
engineer-story [436,1821,1113,1853]
paragraph: ಬೆಂಗಳೂರು: ಈ ಬಾರಿ ಪ್ರಖ್ಯಾತ ದಸರಾ ಉದ್ಘಾಟನೆ ವಿಚಾರ ವಿವಾದಕ್ಕೆ ಕಾರಣವಾಗಿದೆ ಎಂದು ವಿಧಾನಸಭೆ ವಿರೋಧ ಪಕ್ಷದ ನಾಯಕ ಆರ್.ಅಶೋಕ್ ಹೇಳಿದ್ದಾರೆ. [1142,1380,1350,1420]
engineer-sub-headline-block [437,2121,632,2166]
engineer-extra-column-1 [645,2138,859,2352]
engineer-headline: ಇಂಜಿನಿಯರ್‌ಗಳ ಜವಾಬ್ದಾರಿ ಮಹತ್ವದ್ದು: ಡಿಕೆಶಿ [572,1821,977,1851]
paragraph: ಕೋಟ್ಯಂತರ ಬೆಲೆಬಾಳುವ 3 ಎಕರೆಗೂ ಹೆಚ್ಚು ಖರಾಬು ಭೂಮಿಯನ್ನು ಹಲವರು ಸೇರಿ ಕಬಳಿಸಿಕೊಂಡು ನಿವೇಶನಗಳನ್ನಾಗಿ ಮಾಡಿಕೊಂಡು ಮಾರಾಟ ಮಾಡುತ್ತಿದ್ದಾರೆ. ಅಷ್ಟಲ್ಲದೆ ಆ ಜಾಗದಲ್ಲಿ ಕಟ್ಟಡವನ್ನೂ ನಿರ್ಮಾಣ ಮಾಡಿರುವುದು ಕಂಡುಬಂದಿದೆ. [437,398,629,452]
paragraph: ಮೈಸೂರು: ದಸರಾ ಜಂಬೂಸವಾರಿಯಲ್ಲಿ ಪಾಲ್ಗೊಳ್ಳುವ ಗಜಪಡೆಗೆ ಸೋಮವಾರ ಮೊದಲ ಹಂತದ ಸಿಡಿಮದ್ದು ತಾಲೀಮು ನಡೆಸಲಾಯಿತು. [437,1352,632,1392]
paragraph: ಮೈಸೂರು ಮತ್ತು ಮಂಡ್ಯ ಭಾಗದ ಯೋಜನೆಗಳ ಬಗ್ಗೆ ಅವರು ಮಾತನಾಡಿದರು. 25 ಕೋಟಿ ರೂ. ಅನುದಾನ ಬಿಡುಗಡೆ ಮಾಡುವ ಭರವಸೆ ನೀಡಿದ್ದರು ಎಂದರು. [437,2237,632,2277]
map-survey-label: ಸ.ನಂ. 140/1ಎ [691,521,731,529]
engineer-photo-caption: ಅರಮನೆ ಉದ್ಘಾಟನೆ ಕಾರ್ಯಕ್ರಮದಲ್ಲಿ ಡಿಸಿಎಂ ಡಿ.ಕೆ.ಶಿವಕುಮಾರ್ ಮಾತನಾಡಿದರು. ಈ ಒಂದು ಸಂದರ್ಭದಲ್ಲಿ ಹಾಜರ [645,2098,885,2121]
rule-lead-bottom [436,747,1521,750]
darshan-story [1140,1821,1521,1881]
page-bottom-rule [40,2326,1519,2327]
story-judge-body [44,1149,409,1435]
photo-caption-1: ಸಿದ್ದರಾಮಯ್ಯ [723,1122,760,1132]
paragraph: ಪಕ್ಷದ ಹಿರಿಯ ನಾಯಕರೊಂದಿಗೆ ಸಮಾಲೋಚನೆ ನಡೆಸಿದ ನಂತರ ಅಂತಿಮ ನಿರ್ಧಾರ ಕೈಗೊಳ್ಳಲಾಗುವುದು ಎಂದು ಮುಖಂಡರು ಹೇಳಿದ್ದಾರೆ. [1062,985,1276,1010]
column-divider-1 [419,133,420,1283]
paragraph: ಹೈಕಮಾಂಡ್ ನಾಯಕರ ಮನವೊಲಿಕೆಗೆ ಸಿದ್ಧತೆ ನಡೆಸಿರುವ ಸಿಎಂ, ದೆಹಲಿ ಪ್ರವಾಸದ ವೇಳೆ ಈ ವಿಚಾರವನ್ನು ಪ್ರಸ್ತಾಪಿಸುವ ಸಾಧ್ಯತೆ ಇದೆ ಎಂದು ಮೂಲಗಳು ತಿಳಿಸಿವೆ. [437,965,632,1005]
paragraph: ಪ್ರಕರಣದ ವಿಚಾರಣೆ ಮುಂದುವರೆದಿದ್ದು, ಆರೋಪಿಗಳ ವಿರುದ್ಧ ಸಾಕ್ಷ್ಯ ಸಂಗ್ರಹಣೆ ಕಾರ್ಯ ನಡೆಯುತ್ತಿದೆ ಎಂದು ಪೊಲೀಸ್ ಮೂಲಗಳು ತಿಳಿಸಿವೆ. [1142,2157,1519,2183]
paragraph: ಈ ಸಂಬಂಧ ಹಲವರನ್ನು ವಶಕ್ಕೆ ಪಡೆದು ವಿಚಾರಣೆ ನಡೆಸಲಾಗುತ್ತಿದೆ. ಘಟನೆಯಲ್ಲಿ ಭಾಗಿಯಾದವರನ್ನು ಪತ್ತೆ ಹಚ್ಚಲು ವಿಶೇಷ ತಂಡ ರಚಿಸಲಾಗಿದೆ ಎಂದು ಪೊಲೀಸ್ ಅಧಿಕಾರಿಗಳು ತಿಳಿಸಿದ್ದಾರೆ. [44,634,409,659]
